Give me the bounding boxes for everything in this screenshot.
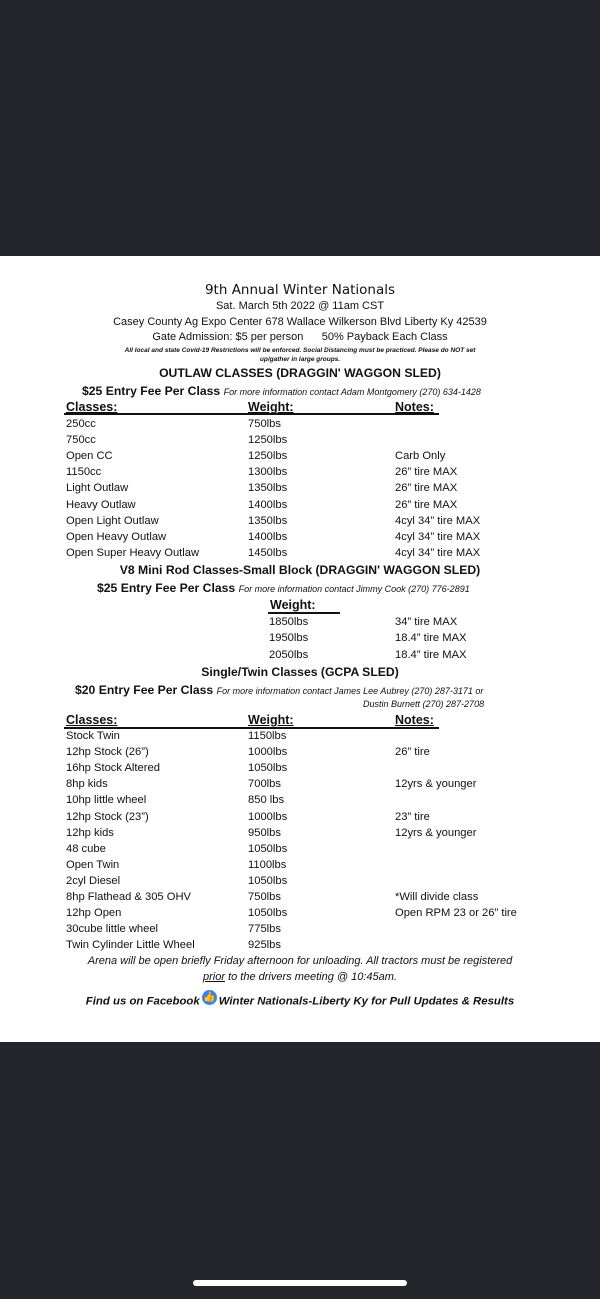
flyer-document: [0, 256, 600, 1042]
single-weight-cell: 1100lbs: [248, 858, 287, 871]
minirod-weight-cell: 1950lbs: [269, 632, 309, 645]
outlaw-weight-cell: 1300lbs: [248, 466, 288, 479]
minirod-fee: $25 Entry Fee Per Class: [97, 581, 236, 595]
single-note-cell: 12yrs & younger: [395, 826, 477, 839]
minirod-header-rule: [268, 612, 340, 614]
minirod-note-cell: 18.4” tire MAX: [395, 632, 467, 645]
outlaw-weight-cell: 1250lbs: [248, 434, 288, 447]
single-weight-cell: 950lbs: [248, 826, 281, 839]
outlaw-col-notes: Notes:: [395, 400, 434, 414]
arena-prior: prior: [203, 971, 226, 983]
covid-notice-1: All local and state Covid-19 Restrictions will be enforced. Social Distancing must be practiced. Please do NOT set: [124, 347, 476, 354]
outlaw-note-cell: 4cyl 34” tire MAX: [395, 546, 481, 559]
single-cls-cell: 12hp Stock (26”): [66, 746, 149, 759]
outlaw-note-cell: Carb Only: [395, 450, 446, 463]
outlaw-cls-cell: 1150cc: [66, 466, 102, 479]
single-cls-cell: 8hp Flathead & 305 OHV: [66, 891, 192, 903]
gate-admission: Gate Admission: $5 per person: [152, 331, 304, 343]
outlaw-weight-cell: 1250lbs: [248, 450, 288, 463]
minirod-col-weight: Weight:: [270, 598, 316, 612]
facebook-like-icon: 👍: [202, 992, 216, 1003]
single-cls-cell: 30cube little wheel: [66, 923, 159, 936]
single-note-cell: *Will divide class: [395, 891, 479, 903]
single-cls-cell: 2cyl Diesel: [66, 874, 121, 887]
outlaw-cls-cell: 750cc: [66, 434, 96, 447]
outlaw-note-cell: 26” tire MAX: [395, 482, 458, 495]
minirod-weight-cell: 2050lbs: [269, 648, 309, 661]
single-weight-cell: 750lbs: [248, 891, 281, 903]
single-cls-cell: 12hp Stock (23”): [66, 810, 149, 823]
single-weight-cell: 1000lbs: [248, 746, 288, 759]
single-weight-cell: 1050lbs: [248, 874, 288, 887]
single-contact-2: Dustin Burnett (270) 287-2708: [363, 699, 485, 709]
outlaw-cls-cell: Open Light Outlaw: [66, 514, 159, 527]
minirod-note-cell: 18.4” tire MAX: [395, 648, 467, 661]
outlaw-weight-cell: 1400lbs: [248, 498, 288, 511]
outlaw-cls-cell: Open CC: [66, 450, 113, 463]
minirod-note-cell: 34” tire MAX: [395, 616, 458, 628]
outlaw-weight-cell: 750lbs: [248, 418, 281, 430]
outlaw-weight-cell: 1400lbs: [248, 530, 288, 543]
outlaw-col-weight: Weight:: [248, 400, 294, 414]
outlaw-note-cell: 4cyl 34” tire MAX: [395, 530, 481, 543]
single-note-cell: 23” tire: [395, 810, 430, 823]
outlaw-note-cell: 4cyl 34” tire MAX: [395, 514, 481, 527]
outlaw-note-cell: 26” tire MAX: [395, 498, 458, 511]
outlaw-cls-cell: Light Outlaw: [66, 482, 129, 495]
single-weight-cell: 1050lbs: [248, 907, 288, 920]
single-weight-cell: 1050lbs: [248, 762, 288, 775]
minirod-fee-line: [97, 581, 470, 595]
single-cls-cell: 8hp kids: [66, 778, 108, 791]
payback: 50% Payback Each Class: [321, 331, 448, 343]
minirod-weight-cell: 1850lbs: [269, 616, 309, 628]
single-cls-cell: 12hp kids: [66, 826, 114, 839]
outlaw-weight-cell: 1350lbs: [248, 482, 288, 495]
outlaw-cls-cell: Open Heavy Outlaw: [66, 530, 167, 543]
event-title: 9th Annual Winter Nationals: [204, 282, 396, 298]
gate-line: [0, 331, 600, 343]
event-date: Sat. March 5th 2022 @ 11am CST: [215, 300, 385, 312]
single-header-rule: [64, 727, 439, 729]
single-col-class: Classes:: [66, 713, 118, 727]
single-contact-1: For more information contact James Lee Aubrey (270) 287-3171 or: [216, 686, 484, 696]
outlaw-weight-cell: 1450lbs: [248, 546, 288, 559]
arena-notice-2: [0, 971, 600, 983]
single-col-notes: Notes:: [395, 713, 434, 727]
single-weight-cell: 775lbs: [248, 923, 281, 936]
outlaw-weight-cell: 1350lbs: [248, 514, 288, 527]
minirod-contact: For more information contact Jimmy Cook (270) 776-2891: [238, 584, 470, 594]
single-weight-cell: 1150lbs: [248, 730, 287, 742]
single-weight-cell: 850 lbs: [248, 794, 285, 807]
facebook-line: [0, 994, 600, 1009]
covid-notice-2: up/gather in large groups.: [259, 356, 341, 363]
single-fee: $20 Entry Fee Per Class: [75, 683, 214, 697]
event-venue: Casey County Ag Expo Center 678 Wallace Wilkerson Blvd Liberty Ky 42539: [113, 316, 487, 328]
single-note-cell: 12yrs & younger: [395, 778, 477, 791]
single-cls-cell: 48 cube: [66, 842, 106, 855]
outlaw-col-class: Classes:: [66, 400, 118, 414]
single-fee-line: [75, 683, 483, 697]
single-cls-cell: Twin Cylinder Little Wheel: [66, 939, 195, 952]
outlaw-cls-cell: Open Super Heavy Outlaw: [66, 546, 200, 559]
minirod-heading: V8 Mini Rod Classes-Small Block (DRAGGIN' WAGGON SLED): [119, 563, 481, 577]
facebook-label: Find us on Facebook: [85, 995, 200, 1008]
single-note-cell: 26” tire: [395, 746, 430, 759]
arena-notice-rest: to the drivers meeting @ 10:45am.: [228, 971, 397, 983]
single-weight-cell: 700lbs: [248, 778, 281, 791]
facebook-page: Winter Nationals-Liberty Ky for Pull Updates & Results: [218, 995, 515, 1008]
single-cls-cell: 10hp little wheel: [66, 794, 147, 807]
single-cls-cell: Open Twin: [66, 858, 120, 871]
single-note-cell: Open RPM 23 or 26” tire: [395, 907, 517, 920]
single-cls-cell: Stock Twin: [66, 730, 120, 742]
outlaw-cls-cell: Heavy Outlaw: [66, 498, 136, 511]
outlaw-fee-line: [82, 384, 481, 398]
outlaw-heading: OUTLAW CLASSES (DRAGGIN' WAGGON SLED): [159, 366, 441, 380]
arena-notice-1: Arena will be open briefly Friday afternoon for unloading. All tractors must be registered: [87, 955, 513, 967]
single-weight-cell: 1000lbs: [248, 810, 288, 823]
home-indicator[interactable]: [193, 1280, 407, 1286]
outlaw-note-cell: 26” tire MAX: [395, 466, 458, 479]
outlaw-cls-cell: 250cc: [66, 418, 96, 430]
single-cls-cell: 16hp Stock Altered: [66, 762, 160, 775]
single-weight-cell: 925lbs: [248, 939, 281, 952]
single-weight-cell: 1050lbs: [248, 842, 288, 855]
single-heading: Single/Twin Classes (GCPA SLED): [201, 665, 399, 679]
outlaw-fee: $25 Entry Fee Per Class: [82, 384, 221, 398]
single-cls-cell: 12hp Open: [66, 907, 122, 920]
outlaw-contact: For more information contact Adam Montgomery (270) 634-1428: [223, 387, 481, 397]
single-col-weight: Weight:: [248, 713, 294, 727]
